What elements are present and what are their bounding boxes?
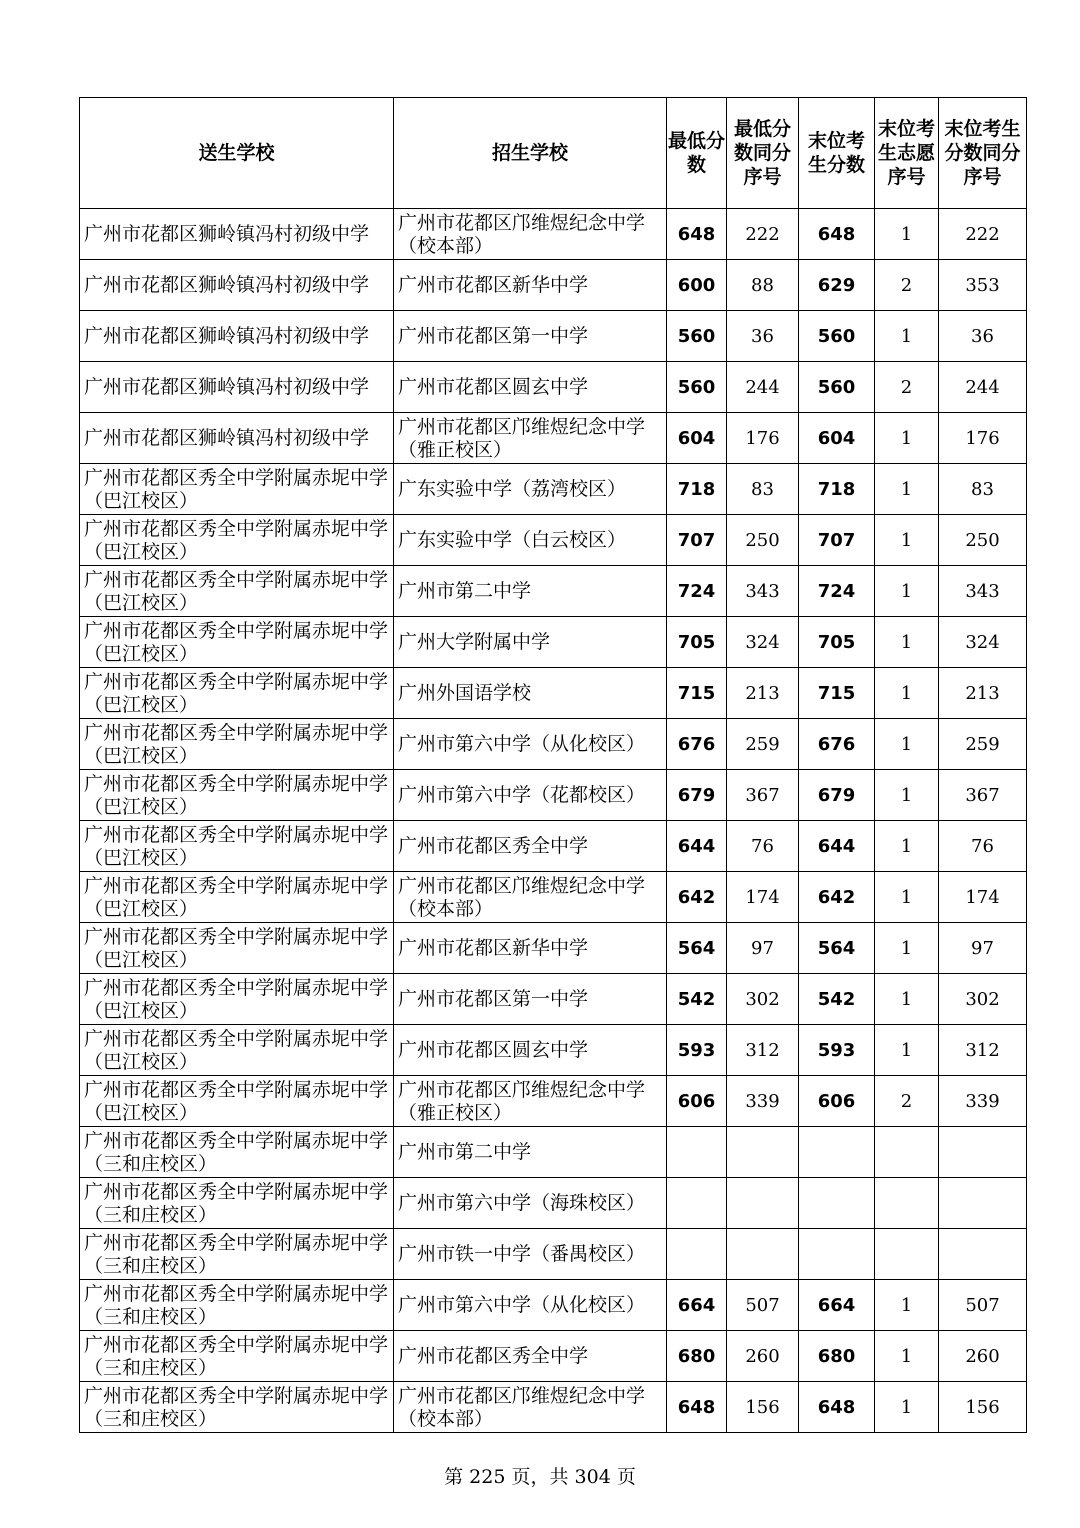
table-body — [80, 209, 1027, 1433]
cell-sending-school: 广州市花都区秀全中学附属赤坭中学（三和庄校区） — [80, 1280, 394, 1331]
cell-last-score-seq: 222 — [939, 209, 1027, 260]
header-sending-school: 送生学校 — [80, 98, 394, 209]
page-footer: 第 225 页，共 304 页 — [444, 1466, 636, 1488]
cell-last-volunteer-seq: 1 — [875, 923, 939, 974]
cell-last-volunteer-seq: 1 — [875, 719, 939, 770]
cell-receiving-school: 广州市第六中学（花都校区） — [394, 770, 667, 821]
cell-min-score: 642 — [667, 872, 727, 923]
cell-min-score-seq: 244 — [727, 362, 799, 413]
cell-min-score: 715 — [667, 668, 727, 719]
cell-receiving-school: 广州市花都区邝维煜纪念中学（雅正校区） — [394, 1076, 667, 1127]
cell-sending-school: 广州市花都区秀全中学附属赤坭中学（巴江校区） — [80, 974, 394, 1025]
cell-min-score: 680 — [667, 1331, 727, 1382]
cell-receiving-school: 广东实验中学（荔湾校区） — [394, 464, 667, 515]
cell-last-score-seq: 259 — [939, 719, 1027, 770]
table-row — [80, 260, 1027, 311]
cell-min-score — [667, 1127, 727, 1178]
cell-last-volunteer-seq: 1 — [875, 974, 939, 1025]
cell-receiving-school: 广州市第二中学 — [394, 566, 667, 617]
table-row — [80, 770, 1027, 821]
cell-min-score: 705 — [667, 617, 727, 668]
cell-receiving-school: 广州市第六中学（从化校区） — [394, 719, 667, 770]
cell-last-volunteer-seq: 2 — [875, 260, 939, 311]
cell-sending-school: 广州市花都区秀全中学附属赤坭中学（巴江校区） — [80, 719, 394, 770]
cell-min-score: 724 — [667, 566, 727, 617]
cell-last-volunteer-seq — [875, 1127, 939, 1178]
header-min-score-seq: 最低分数同分序号 — [727, 98, 799, 209]
table-row — [80, 1127, 1027, 1178]
cell-last-score-seq: 339 — [939, 1076, 1027, 1127]
cell-last-score: 593 — [799, 1025, 875, 1076]
table-row — [80, 209, 1027, 260]
cell-receiving-school: 广州市花都区邝维煜纪念中学（校本部） — [394, 209, 667, 260]
cell-receiving-school: 广州市花都区秀全中学 — [394, 1331, 667, 1382]
cell-receiving-school: 广州市花都区第一中学 — [394, 974, 667, 1025]
cell-last-score: 564 — [799, 923, 875, 974]
cell-last-score-seq: 156 — [939, 1382, 1027, 1433]
cell-last-score: 718 — [799, 464, 875, 515]
cell-sending-school: 广州市花都区秀全中学附属赤坭中学（巴江校区） — [80, 464, 394, 515]
cell-min-score-seq: 174 — [727, 872, 799, 923]
cell-sending-school: 广州市花都区秀全中学附属赤坭中学（三和庄校区） — [80, 1331, 394, 1382]
table-row — [80, 464, 1027, 515]
cell-receiving-school: 广东实验中学（白云校区） — [394, 515, 667, 566]
cell-sending-school: 广州市花都区秀全中学附属赤坭中学（巴江校区） — [80, 1076, 394, 1127]
cell-sending-school: 广州市花都区秀全中学附属赤坭中学（三和庄校区） — [80, 1178, 394, 1229]
table-row — [80, 566, 1027, 617]
cell-min-score: 606 — [667, 1076, 727, 1127]
cell-sending-school: 广州市花都区秀全中学附属赤坭中学（三和庄校区） — [80, 1382, 394, 1433]
cell-receiving-school: 广州市花都区新华中学 — [394, 923, 667, 974]
cell-last-score: 644 — [799, 821, 875, 872]
cell-min-score: 542 — [667, 974, 727, 1025]
cell-min-score-seq: 343 — [727, 566, 799, 617]
cell-sending-school: 广州市花都区秀全中学附属赤坭中学（三和庄校区） — [80, 1127, 394, 1178]
cell-last-volunteer-seq: 1 — [875, 1382, 939, 1433]
header-last-score-seq: 末位考生分数同分序号 — [939, 98, 1027, 209]
cell-last-score — [799, 1178, 875, 1229]
cell-min-score: 564 — [667, 923, 727, 974]
cell-min-score: 600 — [667, 260, 727, 311]
cell-min-score: 648 — [667, 1382, 727, 1433]
cell-last-score: 715 — [799, 668, 875, 719]
table-row — [80, 1280, 1027, 1331]
table-row — [80, 1229, 1027, 1280]
cell-sending-school: 广州市花都区秀全中学附属赤坭中学（巴江校区） — [80, 617, 394, 668]
cell-last-score-seq: 302 — [939, 974, 1027, 1025]
cell-last-score — [799, 1127, 875, 1178]
table-row — [80, 1382, 1027, 1433]
cell-last-score: 629 — [799, 260, 875, 311]
cell-receiving-school: 广州市花都区秀全中学 — [394, 821, 667, 872]
cell-last-volunteer-seq: 1 — [875, 311, 939, 362]
cell-receiving-school: 广州市第六中学（海珠校区） — [394, 1178, 667, 1229]
cell-last-score: 664 — [799, 1280, 875, 1331]
cell-min-score-seq: 97 — [727, 923, 799, 974]
header-receiving-school: 招生学校 — [394, 98, 667, 209]
cell-last-volunteer-seq: 1 — [875, 770, 939, 821]
cell-min-score-seq: 222 — [727, 209, 799, 260]
cell-last-score-seq: 244 — [939, 362, 1027, 413]
cell-min-score-seq: 312 — [727, 1025, 799, 1076]
cell-last-score-seq: 367 — [939, 770, 1027, 821]
cell-min-score — [667, 1229, 727, 1280]
cell-last-score-seq — [939, 1127, 1027, 1178]
cell-min-score — [667, 1178, 727, 1229]
cell-last-score: 680 — [799, 1331, 875, 1382]
table-row — [80, 974, 1027, 1025]
cell-min-score-seq: 250 — [727, 515, 799, 566]
cell-min-score-seq: 339 — [727, 1076, 799, 1127]
cell-last-volunteer-seq — [875, 1178, 939, 1229]
header-min-score: 最低分数 — [667, 98, 727, 209]
admission-score-table — [79, 97, 1027, 1433]
cell-min-score-seq: 302 — [727, 974, 799, 1025]
cell-sending-school: 广州市花都区狮岭镇冯村初级中学 — [80, 311, 394, 362]
cell-min-score: 560 — [667, 311, 727, 362]
cell-last-score-seq: 76 — [939, 821, 1027, 872]
cell-last-volunteer-seq: 1 — [875, 1331, 939, 1382]
table-row — [80, 719, 1027, 770]
table-row — [80, 821, 1027, 872]
header-last-volunteer-seq: 末位考生志愿序号 — [875, 98, 939, 209]
cell-min-score-seq: 88 — [727, 260, 799, 311]
cell-last-score-seq: 213 — [939, 668, 1027, 719]
cell-min-score-seq: 260 — [727, 1331, 799, 1382]
header-last-score: 末位考生分数 — [799, 98, 875, 209]
cell-last-score-seq: 250 — [939, 515, 1027, 566]
cell-last-score-seq: 260 — [939, 1331, 1027, 1382]
cell-last-score-seq: 507 — [939, 1280, 1027, 1331]
cell-sending-school: 广州市花都区秀全中学附属赤坭中学（巴江校区） — [80, 872, 394, 923]
table-row — [80, 1178, 1027, 1229]
table-row — [80, 1331, 1027, 1382]
cell-min-score-seq: 259 — [727, 719, 799, 770]
cell-last-volunteer-seq: 1 — [875, 566, 939, 617]
cell-last-score: 724 — [799, 566, 875, 617]
cell-last-score: 705 — [799, 617, 875, 668]
cell-min-score: 707 — [667, 515, 727, 566]
cell-receiving-school: 广州外国语学校 — [394, 668, 667, 719]
cell-last-score: 648 — [799, 1382, 875, 1433]
cell-min-score: 644 — [667, 821, 727, 872]
cell-last-score: 560 — [799, 311, 875, 362]
cell-last-score: 676 — [799, 719, 875, 770]
cell-min-score: 593 — [667, 1025, 727, 1076]
cell-sending-school: 广州市花都区狮岭镇冯村初级中学 — [80, 413, 394, 464]
cell-min-score-seq — [727, 1127, 799, 1178]
cell-last-volunteer-seq: 1 — [875, 1025, 939, 1076]
cell-sending-school: 广州市花都区狮岭镇冯村初级中学 — [80, 260, 394, 311]
table-row — [80, 1076, 1027, 1127]
table-row — [80, 311, 1027, 362]
cell-min-score: 604 — [667, 413, 727, 464]
cell-last-score-seq: 83 — [939, 464, 1027, 515]
cell-last-volunteer-seq: 2 — [875, 1076, 939, 1127]
cell-last-score: 679 — [799, 770, 875, 821]
cell-last-score-seq: 324 — [939, 617, 1027, 668]
cell-sending-school: 广州市花都区秀全中学附属赤坭中学（巴江校区） — [80, 515, 394, 566]
cell-sending-school: 广州市花都区狮岭镇冯村初级中学 — [80, 362, 394, 413]
cell-receiving-school: 广州市花都区第一中学 — [394, 311, 667, 362]
cell-min-score: 560 — [667, 362, 727, 413]
table-row — [80, 1025, 1027, 1076]
table-header — [80, 98, 1027, 209]
cell-sending-school: 广州市花都区秀全中学附属赤坭中学（巴江校区） — [80, 923, 394, 974]
cell-min-score-seq: 367 — [727, 770, 799, 821]
cell-min-score-seq: 83 — [727, 464, 799, 515]
cell-last-score-seq: 343 — [939, 566, 1027, 617]
cell-last-score-seq: 176 — [939, 413, 1027, 464]
table-row — [80, 668, 1027, 719]
cell-last-score: 707 — [799, 515, 875, 566]
cell-sending-school: 广州市花都区秀全中学附属赤坭中学（巴江校区） — [80, 1025, 394, 1076]
cell-min-score-seq — [727, 1178, 799, 1229]
cell-sending-school: 广州市花都区秀全中学附属赤坭中学（巴江校区） — [80, 566, 394, 617]
cell-sending-school: 广州市花都区秀全中学附属赤坭中学（巴江校区） — [80, 668, 394, 719]
table-row — [80, 617, 1027, 668]
cell-min-score-seq: 507 — [727, 1280, 799, 1331]
cell-last-volunteer-seq: 1 — [875, 209, 939, 260]
cell-receiving-school: 广州大学附属中学 — [394, 617, 667, 668]
table-row — [80, 515, 1027, 566]
cell-last-score: 604 — [799, 413, 875, 464]
cell-last-volunteer-seq: 1 — [875, 617, 939, 668]
cell-receiving-school: 广州市铁一中学（番禺校区） — [394, 1229, 667, 1280]
cell-min-score-seq: 324 — [727, 617, 799, 668]
cell-last-score: 606 — [799, 1076, 875, 1127]
table-row — [80, 923, 1027, 974]
cell-receiving-school: 广州市花都区圆玄中学 — [394, 1025, 667, 1076]
cell-last-volunteer-seq: 1 — [875, 413, 939, 464]
cell-sending-school: 广州市花都区秀全中学附属赤坭中学（三和庄校区） — [80, 1229, 394, 1280]
cell-last-score-seq: 312 — [939, 1025, 1027, 1076]
cell-last-score — [799, 1229, 875, 1280]
cell-sending-school: 广州市花都区秀全中学附属赤坭中学（巴江校区） — [80, 770, 394, 821]
cell-min-score-seq: 76 — [727, 821, 799, 872]
cell-min-score-seq: 176 — [727, 413, 799, 464]
cell-last-score-seq: 174 — [939, 872, 1027, 923]
cell-min-score: 648 — [667, 209, 727, 260]
cell-last-score-seq: 97 — [939, 923, 1027, 974]
cell-receiving-school: 广州市第六中学（从化校区） — [394, 1280, 667, 1331]
cell-last-score: 560 — [799, 362, 875, 413]
table-row — [80, 362, 1027, 413]
cell-last-score: 642 — [799, 872, 875, 923]
cell-last-score-seq: 353 — [939, 260, 1027, 311]
cell-min-score: 679 — [667, 770, 727, 821]
cell-last-score-seq — [939, 1229, 1027, 1280]
cell-sending-school: 广州市花都区秀全中学附属赤坭中学（巴江校区） — [80, 821, 394, 872]
cell-receiving-school: 广州市花都区邝维煜纪念中学（雅正校区） — [394, 413, 667, 464]
cell-min-score-seq: 36 — [727, 311, 799, 362]
cell-last-score-seq: 36 — [939, 311, 1027, 362]
cell-last-volunteer-seq: 1 — [875, 515, 939, 566]
cell-receiving-school: 广州市花都区邝维煜纪念中学（校本部） — [394, 872, 667, 923]
cell-min-score: 676 — [667, 719, 727, 770]
table-row — [80, 872, 1027, 923]
cell-receiving-school: 广州市花都区圆玄中学 — [394, 362, 667, 413]
cell-last-volunteer-seq: 1 — [875, 464, 939, 515]
cell-last-score: 542 — [799, 974, 875, 1025]
cell-last-volunteer-seq — [875, 1229, 939, 1280]
cell-receiving-school: 广州市花都区邝维煜纪念中学（校本部） — [394, 1382, 667, 1433]
cell-last-score: 648 — [799, 209, 875, 260]
cell-last-volunteer-seq: 2 — [875, 362, 939, 413]
cell-min-score-seq: 213 — [727, 668, 799, 719]
cell-last-volunteer-seq: 1 — [875, 1280, 939, 1331]
cell-min-score-seq — [727, 1229, 799, 1280]
cell-last-volunteer-seq: 1 — [875, 668, 939, 719]
table-row — [80, 413, 1027, 464]
cell-sending-school: 广州市花都区狮岭镇冯村初级中学 — [80, 209, 394, 260]
cell-last-volunteer-seq: 1 — [875, 821, 939, 872]
cell-receiving-school: 广州市花都区新华中学 — [394, 260, 667, 311]
cell-min-score: 718 — [667, 464, 727, 515]
cell-last-volunteer-seq: 1 — [875, 872, 939, 923]
cell-min-score-seq: 156 — [727, 1382, 799, 1433]
cell-min-score: 664 — [667, 1280, 727, 1331]
cell-last-score-seq — [939, 1178, 1027, 1229]
cell-receiving-school: 广州市第二中学 — [394, 1127, 667, 1178]
